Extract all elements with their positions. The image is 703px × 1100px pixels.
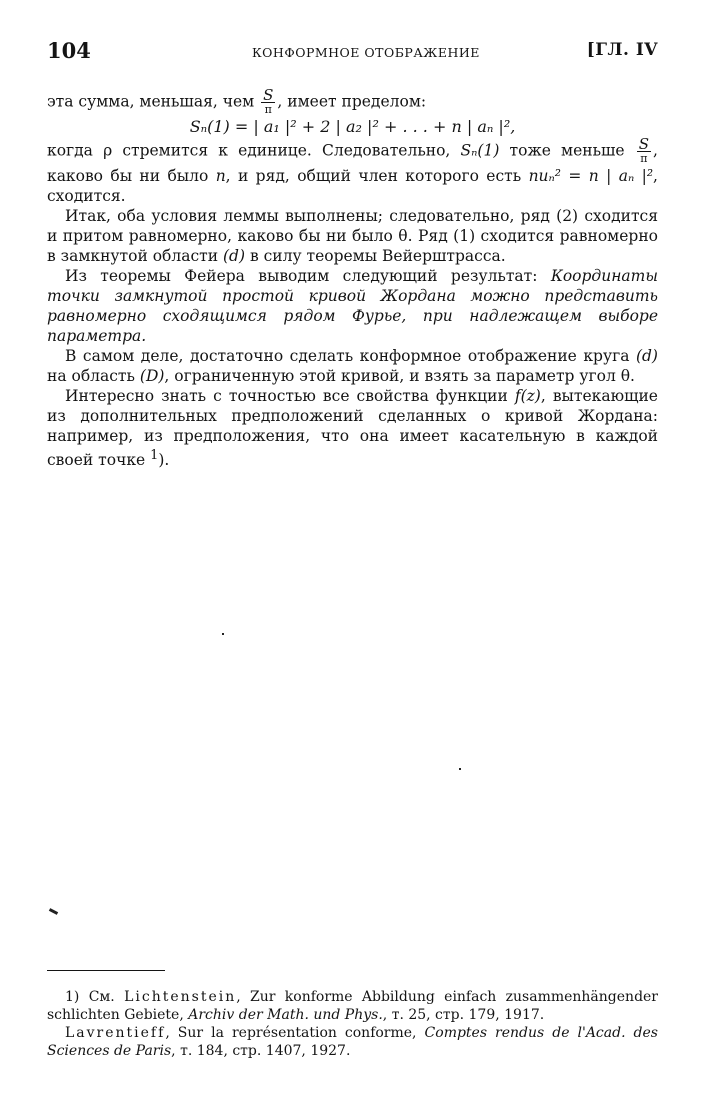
text-span: , Zur konforme Abbildung einfach zusammenhängender schlichten Gebiete, xyxy=(47,989,659,1023)
text-span: , каково бы ни было xyxy=(47,141,658,185)
text-span: Из теоремы Фейера выводим следующий результат: xyxy=(65,267,538,285)
text-span: , т. 184, стр. 1407, 1927. xyxy=(171,1043,351,1059)
running-title: КОНФОРМНОЕ ОТОБРАЖЕНИЕ xyxy=(252,45,480,60)
text-span: , сходится. xyxy=(47,167,658,205)
text-span: Интересно знать с точностью все свойства функции xyxy=(65,387,508,405)
fraction-denominator: π xyxy=(640,152,648,165)
footnote-ref: 1 xyxy=(150,448,159,463)
text-span: на область xyxy=(47,367,135,385)
main-text xyxy=(47,88,658,470)
math-n: n xyxy=(215,167,226,185)
text-span: когда ρ стремится к единице. Следовательно, xyxy=(47,141,451,160)
text-span: тоже меньше xyxy=(509,141,625,160)
fraction-numerator: S xyxy=(638,135,650,153)
footnotes xyxy=(47,988,658,1060)
journal-title: Comptes rendus de l'Acad. des Sciences de Paris xyxy=(47,1025,658,1059)
text-span: Итак, оба условия леммы выполнены; следовательно, ряд (2) сходится и притом равномерно, каково бы ни было θ. Ряд (1) сходится равномерно в замкнутой области xyxy=(47,207,658,265)
print-speck xyxy=(222,633,224,635)
text-span: в силу теоремы Вейерштрасса. xyxy=(249,247,506,265)
author-name: Lavrentieff xyxy=(65,1025,166,1041)
page-header xyxy=(47,38,658,68)
paragraph-4 xyxy=(47,266,658,346)
author-name: Lichtenstein xyxy=(124,989,237,1005)
fraction-numerator: S xyxy=(263,86,274,104)
text-span: ). xyxy=(158,451,170,470)
footnote-1 xyxy=(47,988,658,1024)
math-fz: f(z) xyxy=(514,387,541,405)
journal-title: Archiv der Math. und Phys. xyxy=(188,1007,383,1023)
theorem-statement: Координаты точки замкнутой простой кривой Жордана можно представить равномерно сходящимся рядом Фурье, при надлежащем выборе параметра. xyxy=(47,267,658,345)
math-term: nuₙ² = n | aₙ |² xyxy=(528,167,654,185)
math-sn: Sₙ(1) xyxy=(460,141,500,160)
text-span: В самом деле, достаточно сделать конформное отображение круга xyxy=(65,347,630,365)
footnote-rule xyxy=(47,970,165,971)
footnote-1-cont xyxy=(47,1024,658,1060)
text-span: , имеет пределом: xyxy=(277,92,427,111)
math-d: (d) xyxy=(222,247,246,265)
paragraph-3 xyxy=(47,206,658,266)
text-span: , и ряд, общий член которого есть xyxy=(225,167,522,185)
paragraph-5 xyxy=(47,346,658,386)
math-d: (d) xyxy=(635,347,658,365)
paragraph-6 xyxy=(47,386,658,470)
print-speck xyxy=(459,768,461,770)
text-span: , т. 25, стр. 179, 1917. xyxy=(382,1007,545,1023)
fraction-denominator: π xyxy=(264,103,272,116)
paragraph-2 xyxy=(47,137,658,206)
print-speck xyxy=(49,908,58,915)
footnote-marker: 1) xyxy=(65,989,80,1005)
text-span: эта сумма, меньшая, чем xyxy=(47,92,255,111)
text-span: См. xyxy=(88,989,115,1005)
chapter-label: [ГЛ. IV xyxy=(586,40,658,60)
math-D: (D) xyxy=(139,367,165,385)
page-number: 104 xyxy=(47,38,91,63)
paragraph-1 xyxy=(47,88,658,117)
text-span: , Sur la représentation conforme, xyxy=(165,1025,417,1041)
text-span: , ограниченную этой кривой, и взять за параметр угол θ. xyxy=(164,367,635,385)
text-span: , вытекающие из дополнительных предположений сделанных о кривой Жордана: например, из предположения, что она имеет касательную в каждой своей точке xyxy=(47,387,658,470)
fraction-s-over-pi xyxy=(637,137,651,166)
display-formula: Sₙ(1) = | a₁ |² + 2 | a₂ |² + . . . + n | aₙ |², xyxy=(189,117,516,136)
fraction-s-over-pi xyxy=(261,88,275,117)
